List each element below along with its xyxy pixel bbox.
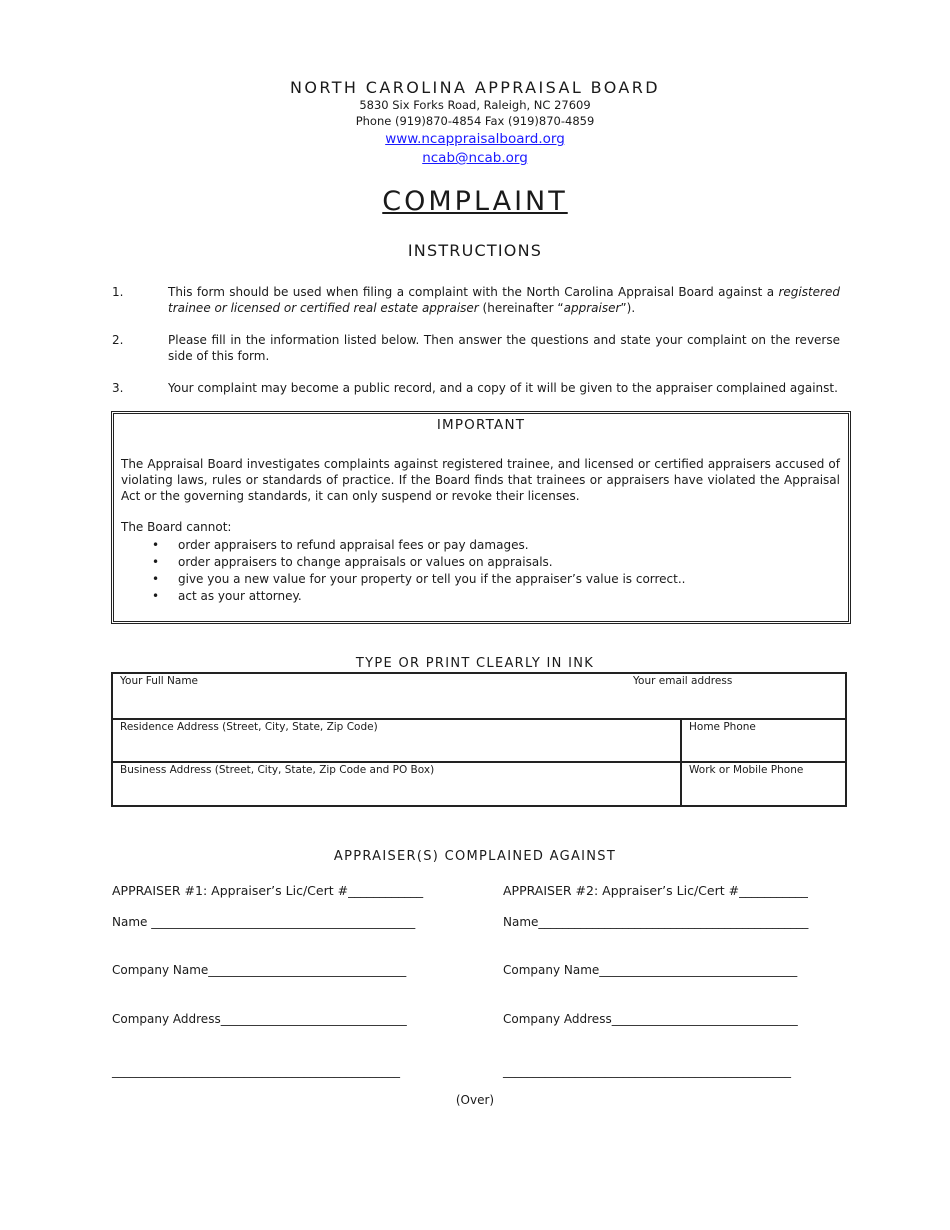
work-phone-label: Work or Mobile Phone bbox=[689, 764, 804, 776]
appraiser2-license-field[interactable]: APPRAISER #2: Appraiser’s Lic/Cert #___________ bbox=[503, 883, 808, 898]
work-phone-field[interactable] bbox=[680, 761, 847, 807]
instructions-heading: INSTRUCTIONS bbox=[407, 241, 543, 260]
appraiser2-company-address-field[interactable]: Company Address_______________________________ bbox=[503, 1012, 798, 1026]
contact-form-heading: TYPE OR PRINT CLEARLY IN INK bbox=[355, 656, 595, 671]
org-name: NORTH CAROLINA APPRAISAL BOARD bbox=[289, 78, 661, 97]
appraiser1-name-field[interactable]: Name ____________________________________________ bbox=[112, 915, 416, 929]
contact-info-table bbox=[111, 672, 845, 806]
important-paragraph: The Appraisal Board investigates complaints against registered trainee, and licensed or certified appraisers accused of violating laws, rules or standards of practice. If the Board finds that trainees or appraisers have violated the Appraisal Act or the governing standards, it can only suspend or revoke their licenses. bbox=[121, 457, 840, 503]
website-link[interactable]: www.ncappraisalboard.org bbox=[385, 131, 565, 147]
home-phone-field[interactable] bbox=[680, 718, 847, 763]
page-title: COMPLAINT bbox=[382, 186, 568, 217]
board-cannot-label: The Board cannot: bbox=[121, 520, 232, 534]
business-address-field[interactable] bbox=[111, 761, 682, 807]
board-cannot-list bbox=[152, 537, 686, 605]
appraisers-heading: APPRAISER(S) COMPLAINED AGAINST bbox=[333, 849, 617, 864]
home-phone-label: Home Phone bbox=[689, 721, 756, 733]
residence-address-field[interactable] bbox=[111, 718, 682, 763]
list-item: • give you a new value for your property or tell you if the appraiser’s value is correct.. bbox=[152, 571, 686, 588]
org-phone-fax: Phone (919)870-4854 Fax (919)870-4859 bbox=[355, 114, 595, 128]
over-footer: (Over) bbox=[455, 1093, 495, 1107]
email-link[interactable]: ncab@ncab.org bbox=[422, 150, 528, 166]
appraiser2-company-field[interactable]: Company Name_________________________________ bbox=[503, 963, 798, 977]
org-address: 5830 Six Forks Road, Raleigh, NC 27609 bbox=[359, 98, 591, 112]
full-name-field[interactable] bbox=[111, 672, 847, 720]
email-label: Your email address bbox=[633, 675, 733, 687]
business-address-label: Business Address (Street, City, State, Zip Code and PO Box) bbox=[120, 764, 435, 776]
important-box bbox=[111, 411, 851, 624]
appraiser1-address-line2[interactable]: ________________________________________________ bbox=[112, 1064, 400, 1078]
appraiser2-address-line2[interactable]: ________________________________________________ bbox=[503, 1064, 791, 1078]
appraiser1-license-field[interactable]: APPRAISER #1: Appraiser’s Lic/Cert #____________ bbox=[112, 883, 424, 898]
appraiser2-name-field[interactable]: Name_____________________________________________ bbox=[503, 915, 809, 929]
appraiser1-company-field[interactable]: Company Name_________________________________ bbox=[112, 963, 407, 977]
important-heading: IMPORTANT bbox=[436, 417, 526, 433]
complaint-form-page: NORTH CAROLINA APPRAISAL BOARD 5830 Six Forks Road, Raleigh, NC 27609 Phone (919)870-4854 Fax (919)870-4859 www.ncappraisalboard.org ncab@ncab.org COMPLAINT INSTRUCTIONS 1. This form should be used when filing a complaint with the North Carolina Appraisal Board against a registered trainee or licensed or certified real estate appraiser (hereinafter “appraiser”). 2. Please fill in the information listed below. Then answer the questions and state your complaint on the reverse side of this form. 3. Your complaint may become a public record, and a copy of it will be given to the appraiser complained against. IMPORTANT The Appraisal Board investigates complaints against registered trainee, and licensed or certified appraisers accused of violating laws, rules or standards of practice. If the Board finds that trainees or appraisers have violated the Appraisal Act or the governing standards, it can only suspend or revoke their licenses. The Board cannot: • order appraisers to refund appraisal fees or pay damages. • order appraisers to change appraisals or values on appraisals. • give you a new value for your property or tell you if the appraiser’s value is correct.. • act as your attorney. TYPE OR PRINT CLEARLY IN INK Your Full Name Your email address Residence Address (Street, City, State, Zip Code) Home Phone Business Address (Street, City, State, Zip Code and PO Box) Work or Mobile Phone APPRAISER(S) COMPLAINED AGAINST APPRAISER #1: Appraiser’s Lic/Cert #____________ Name ____________________________________________ Company Name_________________________________ Company Address_______________________________ ________________________________________________ APPRAISER #2: Appraiser’s Lic/Cert #___________ Name_____________________________________________ Company Name_________________________________ Company Address_______________________________ ________________________________________________ (Over) bbox=[0, 0, 950, 1230]
residence-address-label: Residence Address (Street, City, State, Zip Code) bbox=[120, 721, 378, 733]
appraiser1-company-address-field[interactable]: Company Address_______________________________ bbox=[112, 1012, 407, 1026]
list-item: • order appraisers to change appraisals or values on appraisals. bbox=[152, 554, 686, 571]
list-item: • order appraisers to refund appraisal fees or pay damages. bbox=[152, 537, 686, 554]
full-name-label: Your Full Name bbox=[120, 675, 199, 687]
list-item: • act as your attorney. bbox=[152, 588, 686, 605]
